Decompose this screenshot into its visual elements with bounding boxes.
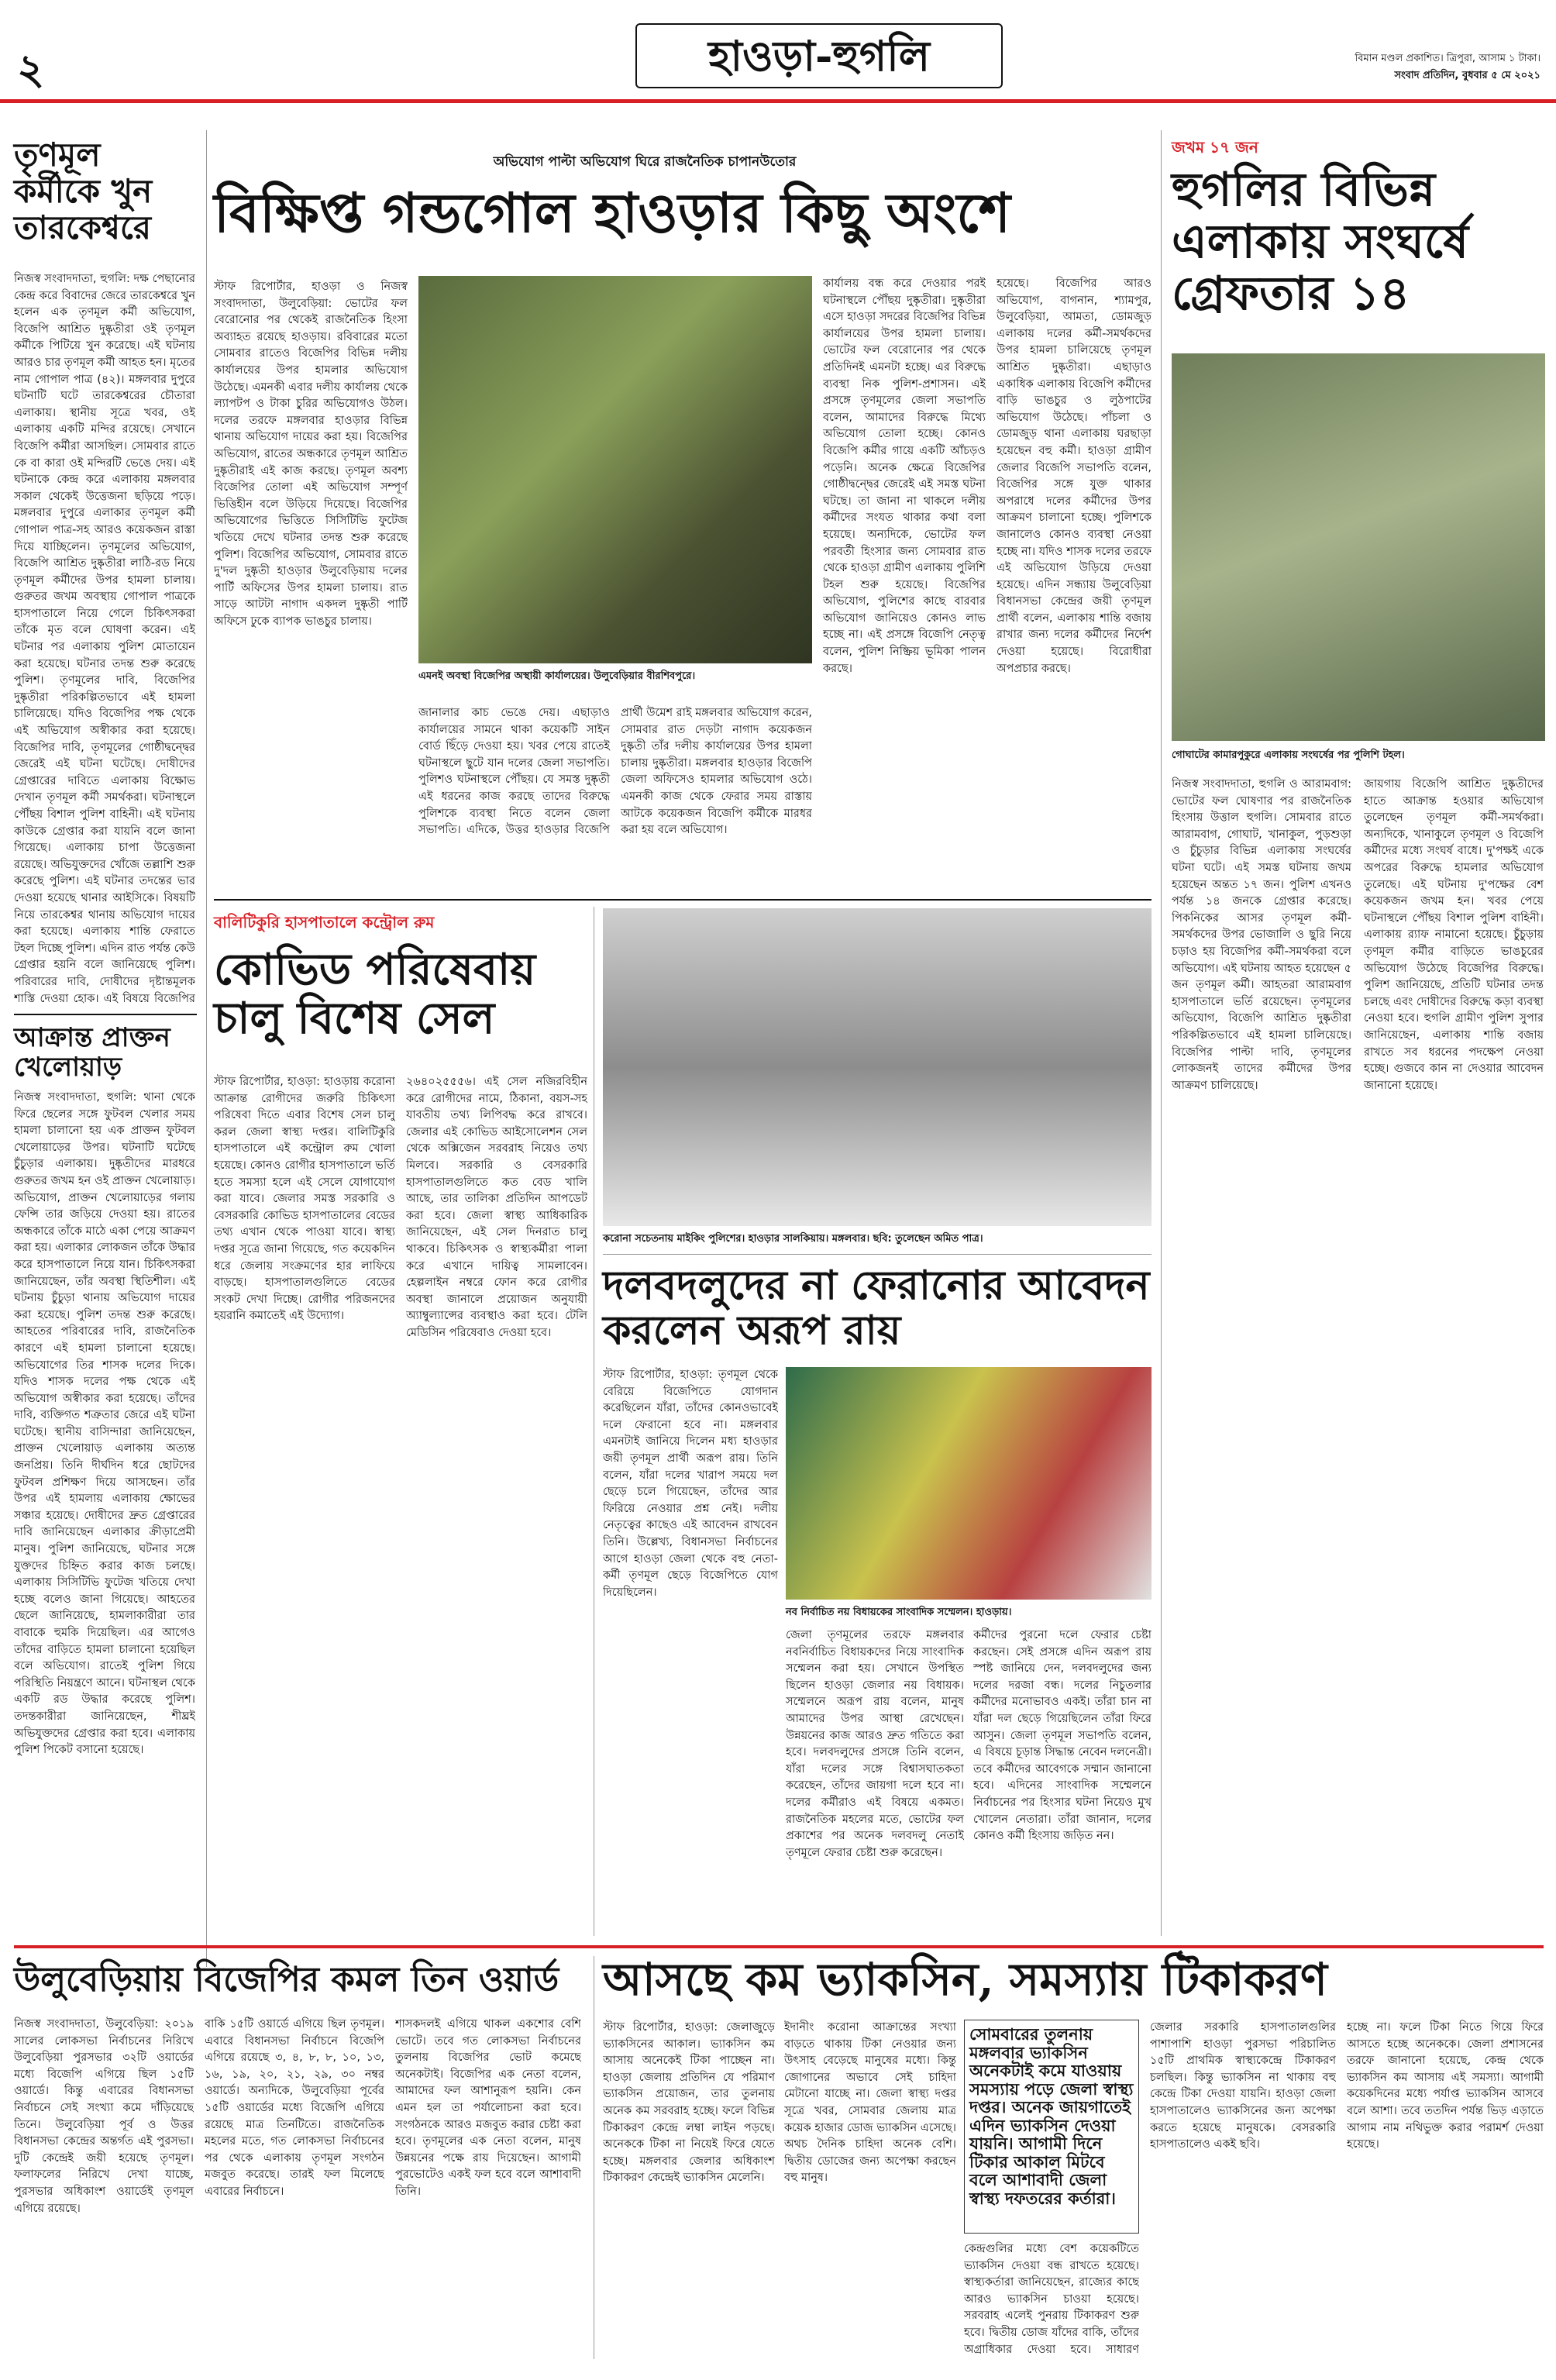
- publisher-line: বিমান মণ্ডল প্রকাশিত। ত্রিপুরা, আসাম ১ টাকা।: [1355, 53, 1541, 64]
- s4-col1: নিজস্ব সংবাদদাতা, হুগলি ও আরামবাগ: ভোটের ফল ঘোষণার পর রাজনৈতিক হিংসায় উত্তাল হুগলি। সোমবার রাতে আরামবাগ, গোঘাট, খানাকুল, পুড়শুড়া ও চুঁচুড়ার বিভিন্ন এলাকায় সংঘর্ষের ঘটনা ঘটে। এই সমস্ত ঘটনায় জখম হয়েছেন অন্তত ১৭ জন। পুলিশ এখনও পর্যন্ত ১৪ জনকে গ্রেপ্তার করেছে। পিকনিকের আসর তৃণমূল কর্মী-সমর্থকদের উপর ভোজালি ও ছুরি নিয়ে চড়াও হয় বিজেপির কর্মী-সমর্থকরা বলে অভিযোগ। এই ঘটনায় আহত হয়েছেন ৫ জন তৃণমূল কর্মী। আহতরা আরামবাগ হাসপাতালে ভর্তি রয়েছেন। তৃণমূলের অভিযোগ, বিজেপি আশ্রিত দুষ্কৃতীরা পরিকল্পিতভাবে এই হামলা চালিয়েছে। বিজেপির পাল্টা দাবি, তৃণমূলের লোকজনই তাদের কর্মীদের উপর আক্রমণ চালিয়েছে।: [1172, 778, 1351, 1092]
- s8-headline: আসছে কম ভ্যাকসিন, সমস্যায় টিকাকরণ: [603, 1953, 1327, 2006]
- s5-col1: স্টাফ রিপোর্টার, হাওড়া: হাওড়ায় করোনা আক্রান্ত রোগীদের জরুরি চিকিৎসা পরিষেবা দিতে এবার বিশেষ সেল চালু করল জেলা স্বাস্থ্য দপ্তর। বালিটিকুরি হাসপাতালে এই কন্ট্রোল রুম খোলা হয়েছে। কোনও রোগীর হাসপাতালে ভর্তি হতে সমস্যা হলে এই সেলে যোগাযোগ করা যাবে। জেলার সমস্ত সরকারি ও বেসরকারি কোভিড হাসপাতালের বেডের তথ্য এখান থেকে পাওয়া যাবে। স্বাস্থ্য দপ্তর সূত্রে জানা গিয়েছে, গত কয়েকদিন ধরে জেলায় সংক্রমণের হার লাফিয়ে বাড়ছে। হাসপাতালগুলিতে বেডের সংকট দেখা দিচ্ছে। রোগীর পরিজনদের হয়রানি কমাতেই এই উদ্যোগ।: [214, 1076, 395, 1323]
- s3-kicker: অভিযোগ পাল্টা অভিযোগ ঘিরে রাজনৈতিক চাপানউতোর: [493, 154, 797, 170]
- s1-body: নিজস্ব সংবাদদাতা, হুগলি: দক্ষ পেছানোর কেন্দ্র করে বিবাদের জেরে তারকেশ্বরে খুন হলেন এক তৃণমূল কর্মী অভিযোগ, বিজেপি আশ্রিত দুষ্কৃতীরা ওই তৃণমূল কর্মীকে পিটিয়ে খুন করেছে। এই ঘটনায় আরও চার তৃণমূল কর্মী আহত হন। মৃতের নাম গোপাল পাত্র (৪২)। মঙ্গলবার দুপুরে ঘটনাটি ঘটে তারকেশ্বরের চৌতারা এলাকায়। স্থানীয় সূত্রে খবর, ওই এলাকায় একটি মন্দির রয়েছে। সেখানে বিজেপি কর্মীরা আসছিল। সোমবার রাতে কে বা কারা ওই মন্দিরটি ভেঙে দেয়। এই ঘটনাকে কেন্দ্র করে এলাকায় মঙ্গলবার সকাল থেকেই উত্তেজনা ছড়িয়ে পড়ে। মঙ্গলবার দুপুরে এলাকার তৃণমূল কর্মী গোপাল পাত্র-সহ আরও কয়েকজন রাস্তা দিয়ে যাচ্ছিলেন। তৃণমূলের অভিযোগ, বিজেপি আশ্রিত দুষ্কৃতীরা লাঠি-রড নিয়ে তৃণমূল কর্মীদের উপর হামলা চালায়। গুরুতর জখম অবস্থায় গোপাল পাত্রকে হাসপাতালে নিয়ে গেলে চিকিৎসকরা তাঁকে মৃত বলে ঘোষণা করেন। এই ঘটনার পর এলাকায় পুলিশ মোতায়েন করা হয়েছে। ঘটনার তদন্ত শুরু করেছে পুলিশ। তৃণমূলের দাবি, বিজেপির দুষ্কৃতীরা পরিকল্পিতভাবে এই হামলা চালিয়েছে। যদিও বিজেপির পক্ষ থেকে এই অভিযোগ অস্বীকার করা হয়েছে। বিজেপির দাবি, তৃণমূলের গোষ্ঠীদ্বন্দ্বের জেরেই এই ঘটনা ঘটেছে। দোষীদের গ্রেপ্তারের দাবিতে এলাকায় বিক্ষোভ দেখান তৃণমূল কর্মী সমর্থকরা। ঘটনাস্থলে পৌঁছয় বিশাল পুলিশ বাহিনী। এই ঘটনায় কাউকে গ্রেপ্তার করা যায়নি বলে জানা গিয়েছে। এলাকায় চাপা উত্তেজনা রয়েছে। অভিযুক্তদের খোঁজে তল্লাশি শুরু করেছে পুলিশ। এই ঘটনার তদন্তের ভার দেওয়া হয়েছে থানার আইসিকে। বিষয়টি নিয়ে তারকেশ্বর থানায় অভিযোগ দায়ের করা হয়েছে। এলাকায় শান্তি ফেরাতে টহল দিচ্ছে পুলিশ। এদিন রাত পর্যন্ত কেউ গ্রেপ্তার হয়নি বলে জানিয়েছে পুলিশ। পরিবারের দাবি, দোষীদের দৃষ্টান্তমূলক শাস্তি দেওয়া হোক। এই বিষয়ে বিজেপির: [14, 273, 195, 1005]
- s8-col3: কেন্দ্রগুলির মধ্যে বেশ কয়েকটিতে ভ্যাকসিন দেওয়া বন্ধ রাখতে হয়েছে। স্বাস্থ্যকর্তারা জানিয়েছেন, রাজ্যের কাছে আরও ভ্যাকসিন চাওয়া হয়েছে। সরবরাহ এলেই পুনরায় টিকাকরণ শুরু হবে। দ্বিতীয় ডোজ যাঁদের বাকি, তাঁদের অগ্রাধিকার দেওয়া হবে। সাধারণ: [964, 2243, 1139, 2356]
- s8-col4: জেলার সরকারি হাসপাতালগুলির পাশাপাশি হাওড়া পুরসভা পরিচালিত ১৫টি প্রাথমিক স্বাস্থ্যকেন্দ্রে টিকাকরণ চলছিল। কিন্তু ভ্যাকসিন না থাকায় বহু কেন্দ্রে টিকা দেওয়া যায়নি। হাওড়া জেলা হাসপাতালেও ভ্যাকসিনের জন্য অপেক্ষা করতে হয়েছে মানুষকে। বেসরকারি হাসপাতালেও একই ছবি।: [1150, 2021, 1336, 2151]
- column-rule: [206, 130, 207, 1967]
- bottom-section-rule: [14, 1945, 1544, 1948]
- s6-main-photo: [603, 908, 1152, 1226]
- header-rule: [0, 99, 1556, 103]
- s5-col2: ২৬৪০২৫৫৫৬। এই সেল নজিরবিহীন করে রোগীদের নামে, ঠিকানা, বয়স-সহ যাবতীয় তথ্য লিপিবদ্ধ করে রাখবে। জেলার এই কোভিড আইসোলেশন সেল থেকে অক্সিজেন সরবরাহ নিয়েও তথ্য মিলবে। সরকারি ও বেসরকারি হাসপাতালগুলিতে কত বেড খালি আছে, তার তালিকা প্রতিদিন আপডেট করা হবে। জেলা স্বাস্থ্য আধিকারিক জানিয়েছেন, এই সেল দিনরাত চালু থাকবে। চিকিৎসক ও স্বাস্থ্যকর্মীরা পালা করে এখানে দায়িত্ব সামলাবেন। হেল্পলাইন নম্বরে ফোন করে রোগীর অবস্থা জানালে প্রয়োজন অনুযায়ী অ্যাম্বুল্যান্সের ব্যবস্থাও করা হবে। টেলি মেডিসিন পরিষেবাও দেওয়া হবে।: [406, 1076, 587, 1339]
- s4-col2: জায়গায় বিজেপি আশ্রিত দুষ্কৃতীদের হাতে আক্রান্ত হওয়ার অভিযোগ তুলেছেন তৃণমূল কর্মী-সমর্থকরা। অন্যদিকে, খানাকুলে তৃণমূল ও বিজেপি কর্মীদের মধ্যে সংঘর্ষ বাধে। দু'পক্ষই একে অপরের বিরুদ্ধে হামলার অভিযোগ তুলেছে। এই ঘটনায় দু'পক্ষের বেশ কয়েকজন জখম হন। খবর পেয়ে ঘটনাস্থলে পৌঁছয় বিশাল পুলিশ বাহিনী। এলাকায় র‍্যাফ নামানো হয়েছে। চুঁচুড়ায় তৃণমূল কর্মীর বাড়িতে ভাঙচুরের অভিযোগ উঠেছে বিজেপির বিরুদ্ধে। পুলিশ জানিয়েছে, প্রতিটি ঘটনার তদন্ত চলছে এবং দোষীদের বিরুদ্ধে কড়া ব্যবস্থা নেওয়া হবে। হুগলি গ্রামীণ পুলিশ সুপার জানিয়েছেন, এলাকায় শান্তি বজায় রাখতে সব ধরনের পদক্ষেপ নেওয়া হচ্ছে। গুজবে কান না দেওয়ার আবেদন জানানো হয়েছে।: [1364, 778, 1544, 1092]
- s3-col1: স্টাফ রিপোর্টার, হাওড়া ও নিজস্ব সংবাদদাতা, উলুবেড়িয়া: ভোটের ফল বেরোনোর পর থেকেই রাজনৈতিক হিংসা অব্যাহত রয়েছে হাওড়ায়। রবিবারের মতো সোমবার রাতেও বিজেপির বিভিন্ন দলীয় কার্যালয়ের উপর হামলার অভিযোগ উঠেছে। এমনকী এবার দলীয় কার্যালয় থেকে ল্যাপটপ ও টাকা চুরির অভিযোগও উঠল। দলের তরফে মঙ্গলবার হাওড়ার বিভিন্ন থানায় অভিযোগ দায়ের করা হয়। বিজেপির অভিযোগ, রাতের অন্ধকারে তৃণমূল আশ্রিত দুষ্কৃতীরাই এই কাজ করছে। তৃণমূল অবশ্য বিজেপির তোলা এই অভিযোগ সম্পূর্ণ ভিত্তিহীন বলে উড়িয়ে দিয়েছে। বিজেপির অভিযোগের ভিত্তিতে সিসিটিভি ফুটেজ খতিয়ে দেখে ঘটনার তদন্ত শুরু করেছে পুলিশ। বিজেপির অভিযোগ, সোমবার রাতে দু'দল দুষ্কৃতী হাওড়ার উলুবেড়িয়ায় দলের পার্টি অফিসের উপর হামলা চালায়। রাত সাড়ে আটটা নাগাদ একদল দুষ্কৃতী পার্টি অফিসে ঢুকে ব্যাপক ভাঙচুর চালায়।: [214, 281, 408, 628]
- s4-redtag: জখম ১৭ জন: [1172, 138, 1258, 157]
- s6-col3: কর্মীদের পুরনো দলে ফেরার চেষ্টা করছেন। সেই প্রসঙ্গে এদিন অরূপ রায় স্পষ্ট জানিয়ে দেন, দলবদলুদের জন্য দলের দরজা বন্ধ। দলের নিচুতলার কর্মীদের মনোভাবও একই। তাঁরা চান না যাঁরা দল ছেড়ে গিয়েছিলেন তাঁরা ফিরে আসুন। জেলা তৃণমূল সভাপতি বলেন, এ বিষয়ে চূড়ান্ত সিদ্ধান্ত নেবেন দলনেত্রী। তবে কর্মীদের আবেগকে সম্মান জানানো হবে। এদিনের সাংবাদিক সম্মেলনে নির্বাচনের পর হিংসার ঘটনা নিয়েও মুখ খোলেন নেতারা। তাঁরা জানান, দলের কোনও কর্মী হিংসায় জড়িত নন।: [973, 1629, 1152, 1843]
- s4-photo-caption: গোঘাটের কামারপুকুরে এলাকায় সংঘর্ষের পর পুলিশি টহল।: [1172, 749, 1405, 761]
- s5-headline: কোভিড পরিষেবায় চালু বিশেষ সেল: [214, 944, 536, 1044]
- s8-col1: স্টাফ রিপোর্টার, হাওড়া: জেলাজুড়ে ভ্যাকসিনের আকাল। ভ্যাকসিন কম আসায় অনেকেই টিকা পাচ্ছেন না। হাওড়া জেলায় প্রতিদিন যে পরিমাণ ভ্যাকসিন প্রয়োজন, তার তুলনায় অনেক কম সরবরাহ হচ্ছে। ফলে বিভিন্ন টিকাকরণ কেন্দ্রে লম্বা লাইন পড়ছে। অনেককে টিকা না নিয়েই ফিরে যেতে হচ্ছে। মঙ্গলবার জেলার অধিকাংশ টিকাকরণ কেন্দ্রেই ভ্যাকসিন মেলেনি।: [603, 2021, 775, 2185]
- s8-col2: ইদানীং করোনা আক্রান্তের সংখ্যা বাড়তে থাকায় টিকা নেওয়ার জন্য উৎসাহ বেড়েছে মানুষের মধ্যে। কিন্তু জোগানের অভাবে সেই চাহিদা মেটানো যাচ্ছে না। জেলা স্বাস্থ্য দপ্তর সূত্রে খবর, সোমবার জেলায় মাত্র কয়েক হাজার ডোজ ভ্যাকসিন এসেছে। অথচ দৈনিক চাহিদা অনেক বেশি। দ্বিতীয় ডোজের জন্য অপেক্ষা করছেন বহু মানুষ।: [784, 2021, 956, 2185]
- s7-col3: শাসকদলই এগিয়ে থাকল একশোর বেশি ভোটে। তবে গত লোকসভা নির্বাচনের তুলনায় বিজেপির ভোট কমেছে অনেকটাই। বিজেপির এক নেতা বলেন, আমাদের ফল আশানুরূপ হয়নি। কেন এমন হল তা পর্যালোচনা করা হবে। সংগঠনকে আরও মজবুত করার চেষ্টা করা হবে। তৃণমূলের এক নেতা বলেন, মানুষ উন্নয়নের পক্ষে রায় দিয়েছেন। আগামী পুরভোটেও একই ফল হবে বলে আশাবাদী তিনি।: [395, 2018, 581, 2198]
- s3-col4: হয়েছে। বিজেপির আরও অভিযোগ, বাগনান, শ্যামপুর, উলুবেড়িয়া, আমতা, ডোমজুড় এলাকায় দলের কর্মী-সমর্থকদের উপর হামলা চালিয়েছে তৃণমূল আশ্রিত দুষ্কৃতীরা। এছাড়াও একাধিক এলাকায় বিজেপি কর্মীদের বাড়ি ভাঙচুর ও লুঠপাটের অভিযোগ উঠেছে। পাঁচলা ও ডোমজুড় থানা এলাকায় ঘরছাড়া হয়েছেন বহু কর্মী। হাওড়া গ্রামীণ জেলার বিজেপি সভাপতি বলেন, বিজেপির সঙ্গে যুক্ত থাকার অপরাধে দলের কর্মীদের উপর আক্রমণ চালানো হচ্ছে। পুলিশকে জানালেও কোনও ব্যবস্থা নেওয়া হচ্ছে না। যদিও শাসক দলের তরফে এই অভিযোগ উড়িয়ে দেওয়া হয়েছে। এদিন সন্ধ্যায় উলুবেড়িয়া বিধানসভা কেন্দ্রের জয়ী তৃণমূল প্রার্থী বলেন, এলাকায় শান্তি বজায় রাখার জন্য দলের কর্মীদের নির্দেশ দেওয়া হয়েছে। বিরোধীরা অপপ্রচার করছে।: [997, 277, 1152, 675]
- s7-col2: বাকি ১৫টি ওয়ার্ডে এগিয়ে ছিল তৃণমূল। এবারে বিধানসভা নির্বাচনে বিজেপি এগিয়ে রয়েছে ৩, ৪, ৮, ৮, ১০, ১৩, ১৬, ১৯, ২০, ২১, ২৯, ৩০ নম্বর ওয়ার্ডে। অন্যদিকে, উলুবেড়িয়া পূর্বের ১৫টি ওয়ার্ডের মধ্যে বিজেপি এগিয়ে রয়েছে মাত্র তিনটিতে। রাজনৈতিক মহলের মতে, গত লোকসভা নির্বাচনের পর থেকে এলাকায় তৃণমূল সংগঠন মজবুত করেছে। তারই ফল মিলেছে এবারের নির্বাচনে।: [205, 2018, 384, 2198]
- s5-divider: [214, 899, 1152, 901]
- s1-headline: তৃণমূল কর্মীকে খুন তারকেশ্বরে: [14, 136, 153, 247]
- s8-sidebar-quote: সোমবারের তুলনায় মঙ্গলবার ভ্যাকসিন অনেকটাই কমে যাওয়ায় সমস্যায় পড়ে জেলা স্বাস্থ্য দপ্তর। অনেক জায়গাতেই এদিন ভ্যাকসিন দেওয়া যায়নি। আগামী দিনে টিকার আকাল মিটবে বলে আশাবাদী জেলা স্বাস্থ্য দফতরের কর্তারা।: [964, 2020, 1139, 2234]
- s6-press-caption: নব নির্বাচিত নয় বিধায়কের সাংবাদিক সম্মেলন। হাওড়ায়।: [786, 1607, 1012, 1618]
- s6-headline: দলবদলুদের না ফেরানোর আবেদন করলেন অরূপ রায়: [603, 1262, 1150, 1355]
- s6-press-photo: [786, 1367, 1152, 1600]
- s3-photo-caption: এমনই অবস্থা বিজেপির অস্থায়ী কার্যালয়ের। উলুবেড়িয়ার বীরশিবপুরে।: [418, 670, 696, 682]
- s2-headline: আক্রান্ত প্রাক্তন খেলোয়াড়: [14, 1022, 170, 1083]
- dateline: সংবাদ প্রতিদিন, বুধবার ৫ মে ২০২১: [1394, 70, 1541, 81]
- s4-photo: [1172, 353, 1545, 741]
- s7-col1: নিজস্ব সংবাদদাতা, উলুবেড়িয়া: ২০১৯ সালের লোকসভা নির্বাচনের নিরিখে উলুবেড়িয়া পুরসভার ৩২টি ওয়ার্ডের মধ্যে বিজেপি এগিয়ে ছিল ১৫টি ওয়ার্ডে। কিন্তু এবারের বিধানসভা নির্বাচনে সেই সংখ্যা কমে দাঁড়িয়েছে তিনে। উলুবেড়িয়া পূর্ব ও উত্তর বিধানসভা কেন্দ্রের অন্তর্গত এই পুরসভা। দুটি কেন্দ্রেই জয়ী হয়েছে তৃণমূল। ফলাফলের নিরিখে দেখা যাচ্ছে, পুরসভার অধিকাংশ ওয়ার্ডেই তৃণমূল এগিয়ে রয়েছে।: [14, 2018, 194, 2215]
- s5-redtag: বালিটিকুরি হাসপাতালে কন্ট্রোল রুম: [214, 913, 435, 932]
- s8-col5: হচ্ছে না। ফলে টিকা নিতে গিয়ে ফিরে আসতে হচ্ছে অনেককে। জেলা প্রশাসনের তরফে জানানো হয়েছে, কেন্দ্র থেকে ভ্যাকসিন কম আসায় এই সমস্যা। আগামী কয়েকদিনের মধ্যে পর্যাপ্ত ভ্যাকসিন আসবে বলে আশা। তবে ততদিন পর্যন্ত ভিড় এড়াতে আগাম নাম নথিভুক্ত করার পরামর্শ দেওয়া হয়েছে।: [1347, 2021, 1544, 2151]
- s6-col2: জেলা তৃণমূলের তরফে মঙ্গলবার নবনির্বাচিত বিধায়কদের নিয়ে সাংবাদিক সম্মেলন করা হয়। সেখানে উপস্থিত ছিলেন হাওড়া জেলার নয় বিধায়ক। সম্মেলনে অরূপ রায় বলেন, মানুষ আমাদের উপর আস্থা রেখেছেন। উন্নয়নের কাজ আরও দ্রুত গতিতে করা হবে। দলবদলুদের প্রসঙ্গে তিনি বলেন, যাঁরা দলের সঙ্গে বিশ্বাসঘাতকতা করেছেন, তাঁদের জায়গা দলে হবে না। দলের কর্মীরাও এই বিষয়ে একমত। রাজনৈতিক মহলের মতে, ভোটের ফল প্রকাশের পর অনেক দলবদলু নেতাই তৃণমূলে ফেরার চেষ্টা শুরু করেছেন।: [786, 1629, 964, 1859]
- s3-col2: জানালার কাচ ভেঙে দেয়। এছাড়াও কার্যালয়ের সামনে থাকা কয়েকটি সাইন বোর্ড ছিঁড়ে দেওয়া হয়। খবর পেয়ে রাতেই ঘটনাস্থলে ছুটে যান দলের জেলা সভাপতি। পুলিশও ঘটনাস্থলে পৌঁছয়। যে সমস্ত দুষ্কৃতী এই ধরনের কাজ করছে তাদের বিরুদ্ধে পুলিশকে ব্যবস্থা নিতে বলেন জেলা সভাপতি। এদিকে, উত্তর হাওড়ার বিজেপি প্রার্থী উমেশ রাই মঙ্গলবার অভিযোগ করেন, সোমবার রাত দেড়টা নাগাদ কয়েকজন দুষ্কৃতী তাঁর দলীয় কার্যালয়ের উপর হামলা চালায় দুষ্কৃতীরা। মঙ্গলবার হাওড়ার বিজেপি জেলা অফিসেও হামলার অভিযোগ ওঠে। এমনকী কাজ থেকে ফেরার সময় রাস্তায় আটকে কয়েকজন বিজেপি কর্মীকে মারধর করা হয় বলে অভিযোগ।: [418, 707, 812, 837]
- s4-headline: হুগলির বিভিন্ন এলাকায় সংঘর্ষে গ্রেফতার ১৪: [1172, 163, 1469, 322]
- column-rule: [1161, 130, 1162, 1936]
- s1-divider: [14, 1014, 197, 1015]
- section-title: হাওড়া-হুগলি: [635, 23, 1003, 88]
- s3-photo: [418, 276, 812, 663]
- s6-photo-caption: করোনা সচেতনায় মাইকিং পুলিশের। হাওড়ার সালকিয়ায়। মঙ্গলবার। ছবি: তুলেছেন অমিত পাত্র।: [603, 1233, 983, 1245]
- s3-col3: কার্যালয় বন্ধ করে দেওয়ার পরই ঘটনাস্থলে পৌঁছয় দুষ্কৃতীরা। দুষ্কৃতীরা এসে হাওড়া সদরের বিজেপির বিভিন্ন কার্যালয়ের উপর হামলা চালায়। ভোটের ফল বেরোনোর পর থেকে প্রতিদিনই এমনটা হচ্ছে। এর বিরুদ্ধে ব্যবস্থা নিক পুলিশ-প্রশাসন। এই প্রসঙ্গে তৃণমূলের জেলা সভাপতি বলেন, আমাদের বিরুদ্ধে মিথ্যে অভিযোগ তোলা হচ্ছে। কোনও বিজেপি কর্মীর গায়ে একটি আঁচড়ও পড়েনি। অনেক ক্ষেত্রে বিজেপির গোষ্ঠীদ্বন্দ্বের জেরেই এই সমস্ত ঘটনা ঘটছে। তা জানা না থাকলে দলীয় কর্মীদের সংযত থাকার কথা বলা হয়েছে। অন্যদিকে, ভোটের ফল পরবর্তী হিংসার জন্য সোমবার রাত থেকে হাওড়া গ্রামীণ এলাকায় পুলিশি টহল শুরু হয়েছে। বিজেপির অভিযোগ, পুলিশের কাছে বারবার অভিযোগ জানিয়েও কোনও লাভ হচ্ছে না। এই প্রসঙ্গে বিজেপি নেতৃত্ব বলেন, পুলিশ নিষ্ক্রিয় ভূমিকা পালন করছে।: [823, 277, 986, 675]
- page-number: ২: [17, 44, 45, 94]
- s3-headline: বিক্ষিপ্ত গন্ডগোল হাওড়ার কিছু অংশে: [214, 181, 1011, 245]
- s6-col1: স্টাফ রিপোর্টার, হাওড়া: তৃণমূল থেকে বেরিয়ে বিজেপিতে যোগদান করেছিলেন যাঁরা, তাঁদের কোনওভাবেই দলে ফেরানো হবে না। মঙ্গলবার এমনটাই জানিয়ে দিলেন মধ্য হাওড়ার জয়ী তৃণমূল প্রার্থী অরূপ রায়। তিনি বলেন, যাঁরা দলের খারাপ সময়ে দল ছেড়ে চলে গিয়েছেন, তাঁদের আর ফিরিয়ে নেওয়ার প্রশ্ন নেই। দলীয় নেতৃত্বের কাছেও এই আবেদন রাখবেন তিনি। উল্লেখ্য, বিধানসভা নির্বাচনের আগে হাওড়া জেলা থেকে বহু নেতা-কর্মী তৃণমূল ছেড়ে বিজেপিতে যোগ দিয়েছিলেন।: [603, 1369, 778, 1599]
- s7-headline: উলুবেড়িয়ায় বিজেপির কমল তিন ওয়ার্ড: [14, 1960, 559, 1999]
- s6-divider: [603, 1254, 1152, 1255]
- s2-body: নিজস্ব সংবাদদাতা, হুগলি: থানা থেকে ফিরে ছেলের সঙ্গে ফুটবল খেলার সময় হামলা চালানো হয় এক প্রাক্তন ফুটবল খেলোয়াড়ের উপর। ঘটনাটি ঘটেছে চুঁচুড়ার এলাকায়। দুষ্কৃতীদের মারধরে গুরুতর জখম হন ওই প্রাক্তন খেলোয়াড়। অভিযোগ, প্রাক্তন খেলোয়াড়ের গলায় ফেন্সি তার জড়িয়ে দেওয়া হয়। রাতের অন্ধকারে তাঁকে মাঠে একা পেয়ে আক্রমণ করা হয়। এলাকার লোকজন তাঁকে উদ্ধার করে হাসপাতালে নিয়ে যান। চিকিৎসকরা জানিয়েছেন, তাঁর অবস্থা স্থিতিশীল। এই ঘটনায় চুঁচুড়া থানায় অভিযোগ দায়ের করা হয়েছে। পুলিশ তদন্ত শুরু করেছে। আহতের পরিবারের দাবি, রাজনৈতিক কারণে এই হামলা চালানো হয়েছে। অভিযোগের তির শাসক দলের দিকে। যদিও শাসক দলের পক্ষ থেকে এই অভিযোগ অস্বীকার করা হয়েছে। তাঁদের দাবি, ব্যক্তিগত শত্রুতার জেরে এই ঘটনা ঘটেছে। স্থানীয় বাসিন্দারা জানিয়েছেন, প্রাক্তন খেলোয়াড় এলাকায় অত্যন্ত জনপ্রিয়। তিনি দীর্ঘদিন ধরে ছোটদের ফুটবল প্রশিক্ষণ দিয়ে আসছেন। তাঁর উপর এই হামলায় এলাকায় ক্ষোভের সঞ্চার হয়েছে। দোষীদের দ্রুত গ্রেপ্তারের দাবি জানিয়েছেন এলাকার ক্রীড়াপ্রেমী মানুষ। পুলিশ জানিয়েছে, ঘটনার সঙ্গে যুক্তদের চিহ্নিত করার কাজ চলছে। এলাকায় সিসিটিভি ফুটেজ খতিয়ে দেখা হচ্ছে বলেও জানা গিয়েছে। আহতের ছেলে জানিয়েছে, হামলাকারীরা তার বাবাকে হুমকি দিয়েছিল। এর আগেও তাঁদের বাড়িতে হামলা চালানো হয়েছিল বলে অভিযোগ। রাতেই পুলিশ গিয়ে পরিস্থিতি নিয়ন্ত্রণে আনে। ঘটনাস্থল থেকে একটি রড উদ্ধার করেছে পুলিশ। তদন্তকারীরা জানিয়েছেন, শীঘ্রই অভিযুক্তদের গ্রেপ্তার করা হবে। এলাকায় পুলিশ পিকেট বসানো হয়েছে।: [14, 1091, 195, 1757]
